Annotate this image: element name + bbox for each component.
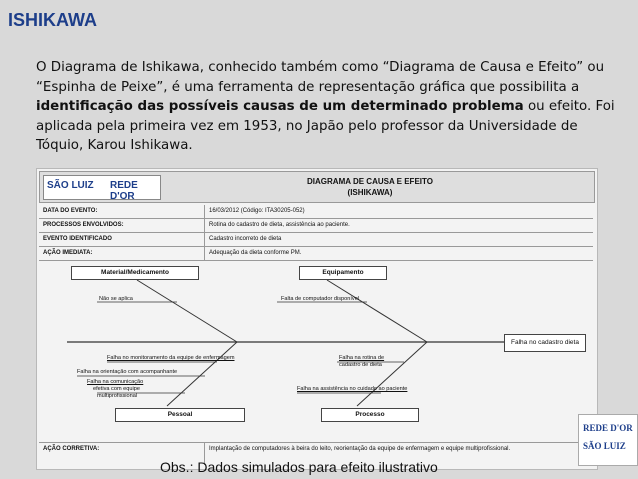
row-label: DATA DO EVENTO: (43, 208, 98, 214)
category-material: Material/Medicamento (71, 266, 199, 280)
effect-box: Falha no cadastro dieta (504, 334, 586, 352)
cause-people-3: Falha na comunicação (87, 379, 144, 385)
cause-people-3c: multiprofissional (97, 393, 138, 399)
cause-people-2: Falha na orientação com acompanhante (77, 369, 178, 375)
document-subtitle: (ISHIKAWA) (347, 188, 393, 197)
cause-equipment-1: Falta de computador disponível (281, 296, 360, 302)
intro-text-1: O Diagrama de Ishikawa, conhecido também como “Diagrama de Causa e Efeito” ou “Espinha de Peixe”, é uma ferramenta de representação gráfica que possibilita a (36, 60, 605, 95)
intro-paragraph (36, 58, 616, 156)
corner-logo (578, 414, 638, 466)
corner-logo-line2: SÃO LUIZ (583, 441, 626, 451)
slide-title: ISHIKAWA (8, 10, 98, 30)
intro-text-2: ou efeito. Foi aplicada pela primeira vez em 1953, no Japão pelo professor da Universidade de Tóquio, Karou Ishikawa. (36, 99, 615, 153)
logo-rede-dor: REDE D'OR (110, 180, 138, 202)
footnote: Obs.: Dados simulados para efeito ilustrativo (160, 459, 438, 475)
row-label: AÇÃO IMEDIATA: (43, 250, 93, 256)
ishikawa-document (36, 168, 598, 470)
row-value: Cadastro incorreto de dieta (209, 236, 282, 242)
logo-sao-luiz: SÃO LUIZ (47, 180, 94, 191)
category-process: Processo (321, 408, 419, 422)
cause-people-1: Falha no monitoramento da equipe de enfermagem (107, 355, 235, 361)
cause-material-1: Não se aplica (99, 296, 133, 302)
intro-text-bold: identificação das possíveis causas de um determinado problema (36, 99, 524, 114)
document-title: DIAGRAMA DE CAUSA E EFEITO (307, 177, 433, 186)
corner-logo-line1: REDE D'OR (583, 423, 633, 433)
cause-people-3b: efetiva com equipe (93, 386, 140, 392)
category-equipment: Equipamento (299, 266, 387, 280)
cause-process-2: Falha na assistência no cuidado ao paciente (297, 386, 408, 392)
row-label: EVENTO IDENTIFICADO (43, 236, 112, 242)
cause-process-1b: cadastro de dieta (339, 362, 382, 368)
row-value: Rotina do cadastro de dieta, assistência ao paciente. (209, 222, 350, 228)
row-value: 16/03/2012 (Código: ITA30205-052) (209, 208, 305, 214)
cause-process-1: Falha na rotina de (339, 355, 385, 361)
title-bar (0, 0, 638, 40)
row-value: Adequação da dieta conforme PM. (209, 250, 302, 256)
row-label: PROCESSOS ENVOLVIDOS: (43, 222, 124, 228)
row-label: AÇÃO CORRETIVA: (43, 446, 100, 452)
row-value: Implantação de computadores à beira do leito, reorientação da equipe de enfermagem e equipe multiprofissional. (209, 446, 511, 452)
fishbone-lines (37, 169, 597, 469)
category-people: Pessoal (115, 408, 245, 422)
